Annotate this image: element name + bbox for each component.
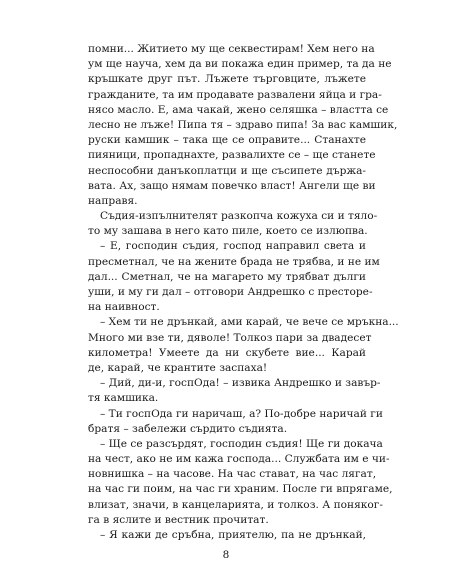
text-line: – Хем ти не дрънкай, ами карай, че вече се мръкна... <box>100 316 399 329</box>
text-line: – Дий, ди-и, госпОда! – извика Андрешко и завър- <box>100 377 381 390</box>
text-line: то му зашава в него като пиле, което се излюпва. <box>88 225 368 238</box>
text-line: руски камшик – така ще се оправите... Станахте <box>88 134 366 147</box>
text-line: нясо масло. Е, ама чакай, жено селяшка – властта се <box>88 103 389 116</box>
text-line: влизат, значи, в канцеларията, и толкоз. А поняког- <box>88 498 383 511</box>
text-line: помни... Житието му ще секвестирам! Хем него на <box>88 43 375 55</box>
text-line: братя – забележи сърдито съдията. <box>88 422 288 435</box>
text-line: пресметнал, че на жените брада не трябва, и не им <box>88 255 380 268</box>
text-line: Много ми взе ти, дяволе! Толкоз пари за двадесет <box>88 331 372 344</box>
page-number: 8 <box>222 549 230 561</box>
text-line: – Ще се разсърдят, господин съдия! Ще ги докача <box>100 437 383 450</box>
text-line: де, карай, че крантите заспаха! <box>88 361 268 374</box>
text-line: га в яслите и вестник прочитат. <box>88 513 269 526</box>
text-line: лесно не лъже! Пипа тя – здраво пипа! За вас камшик, <box>88 118 398 131</box>
text-line: неспособни данъкоплатци и ще съсипете държа- <box>88 164 366 177</box>
text-line: направя. <box>88 194 138 207</box>
text-line: – Ти госпОда ги наричаш, а? По-добре наричай ги <box>100 407 383 420</box>
text-line: новнишка – на часове. На час стават, на час лягат, <box>88 468 377 481</box>
text-line: пияници, пропаднахте, развалихте се – ще станете <box>88 149 376 162</box>
text-line: тя камшика. <box>88 392 159 405</box>
text-line: – Я кажи де сръбна, приятелю, па не дрънкай, <box>100 529 366 541</box>
text-line: уши, и му ги дал – отговори Андрешко с престоре- <box>88 286 373 298</box>
text-line: дал... Сметнал, че на магарето му трябват дълги <box>88 270 366 283</box>
text-line: Съдия-изпълнителят разкопча кожуха си и тяло- <box>100 210 378 223</box>
body-text <box>88 42 399 543</box>
text-line: кръшкате друг път. Лъжете търговците, лъжете <box>88 73 366 86</box>
text-line: на чест, ако не им кажа господа... Службата им е чи- <box>88 453 390 466</box>
text-line: километра! Умеете да ни скубете вие... Карай <box>88 346 366 359</box>
text-line: на час ги поим, на час ги храним. После ги впрягаме, <box>88 483 393 496</box>
text-line: – Е, господин съдия, господ направил света и <box>100 240 366 253</box>
text-line: ум ще науча, хем да ви покажа един пример, та да не <box>88 58 392 71</box>
text-line: на наивност. <box>88 301 160 314</box>
text-line: гражданите, та им продавате развалени яйца и гра- <box>88 88 382 101</box>
text-line: вата. Ах, защо нямам повечко власт! Ангели ще ви <box>88 179 376 192</box>
